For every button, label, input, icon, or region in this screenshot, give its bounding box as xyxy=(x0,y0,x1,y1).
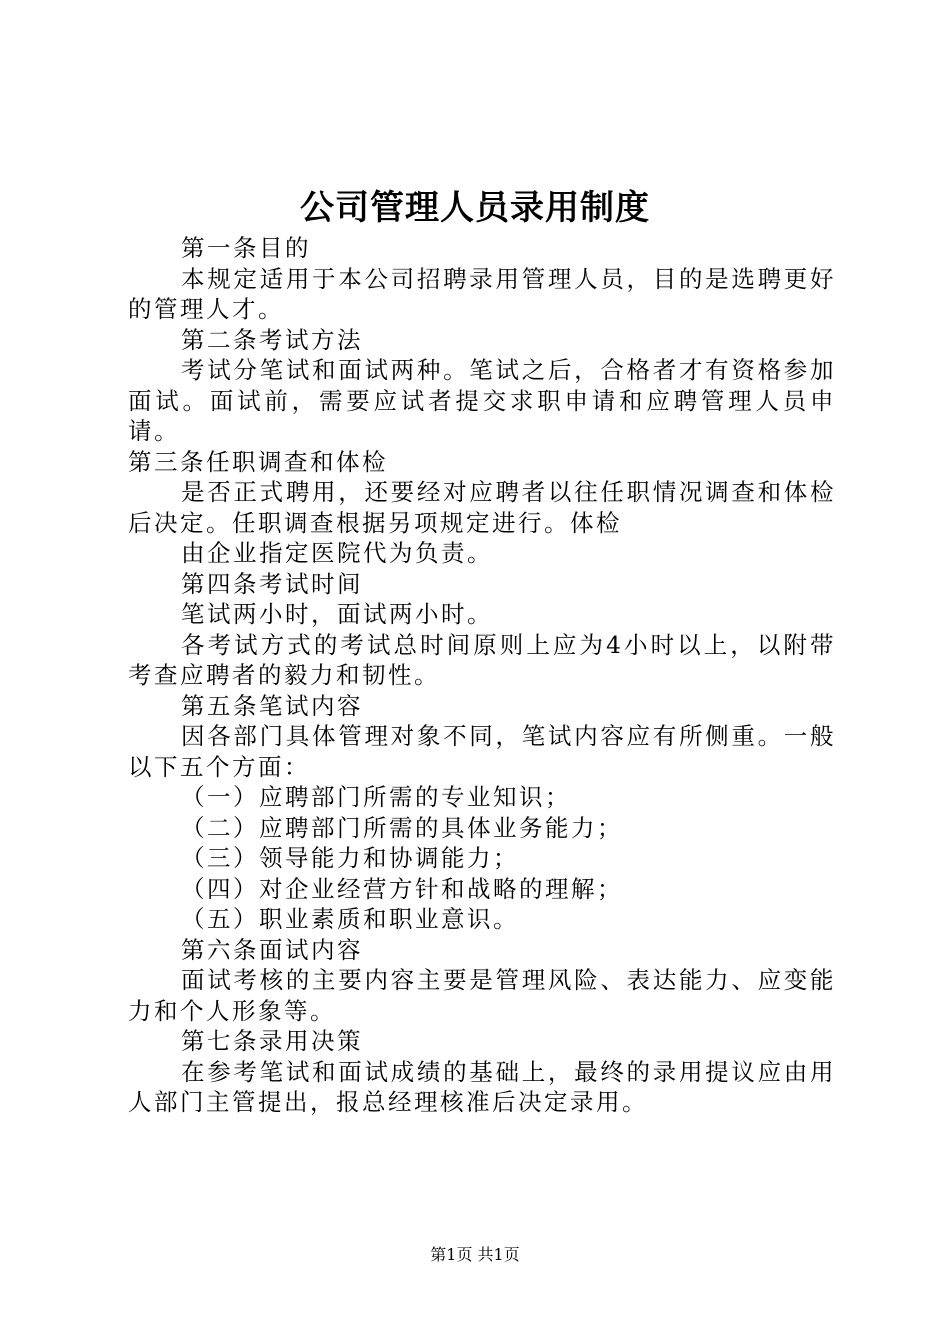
article-3-text-continued: 由企业指定医院代为负责。 xyxy=(181,539,493,567)
article-3-text: 是否正式聘用，还要经对应聘者以往任职情况调查和体检后决定。任职调查根据另项规定进行。体检 xyxy=(128,478,836,537)
article-4-text-2: 各考试方式的考试总时间原则上应为4小时以上，以附带考查应聘者的毅力和韧性。 xyxy=(128,630,836,689)
article-1-heading: 第一条目的 xyxy=(181,234,311,262)
article-4-text: 笔试两小时，面试两小时。 xyxy=(181,600,493,628)
article-6-heading: 第六条面试内容 xyxy=(181,935,363,964)
article-6-text: 面试考核的主要内容主要是管理风险、表达能力、应变能力和个人形象等。 xyxy=(128,966,836,1025)
list-item-1: （一）应聘部门所需的专业知识； xyxy=(181,783,571,811)
article-4-heading: 第四条考试时间 xyxy=(181,569,363,598)
article-5-heading: 第五条笔试内容 xyxy=(181,691,363,720)
list-item-4: （四）对企业经营方针和战略的理解； xyxy=(181,874,623,903)
article-5-text: 因各部门具体管理对象不同，笔试内容应有所侧重。一般以下五个方面： xyxy=(128,722,836,781)
list-item-5: （五）职业素质和职业意识。 xyxy=(181,905,519,933)
document-body xyxy=(128,233,836,1118)
article-1-text: 本规定适用于本公司招聘录用管理人员，目的是选聘更好的管理人才。 xyxy=(128,264,836,323)
list-item-2: （二）应聘部门所需的具体业务能力； xyxy=(181,813,623,842)
list-item-3: （三）领导能力和协调能力； xyxy=(181,844,519,872)
document-title: 公司管理人员录用制度 xyxy=(300,188,650,228)
article-7-heading: 第七条录用决策 xyxy=(181,1027,363,1055)
page-footer: 第1页 共1页 xyxy=(430,1245,520,1264)
article-2-text: 考试分笔试和面试两种。笔试之后，合格者才有资格参加面试。面试前，需要应试者提交求职申请和应聘管理人员申请。 xyxy=(128,356,836,445)
article-7-text: 在参考笔试和面试成绩的基础上，最终的录用提议应由用人部门主管提出，报总经理核准后决定录用。 xyxy=(128,1057,836,1116)
article-3-heading: 第三条任职调查和体检 xyxy=(128,447,388,476)
article-2-heading: 第二条考试方法 xyxy=(181,325,363,354)
